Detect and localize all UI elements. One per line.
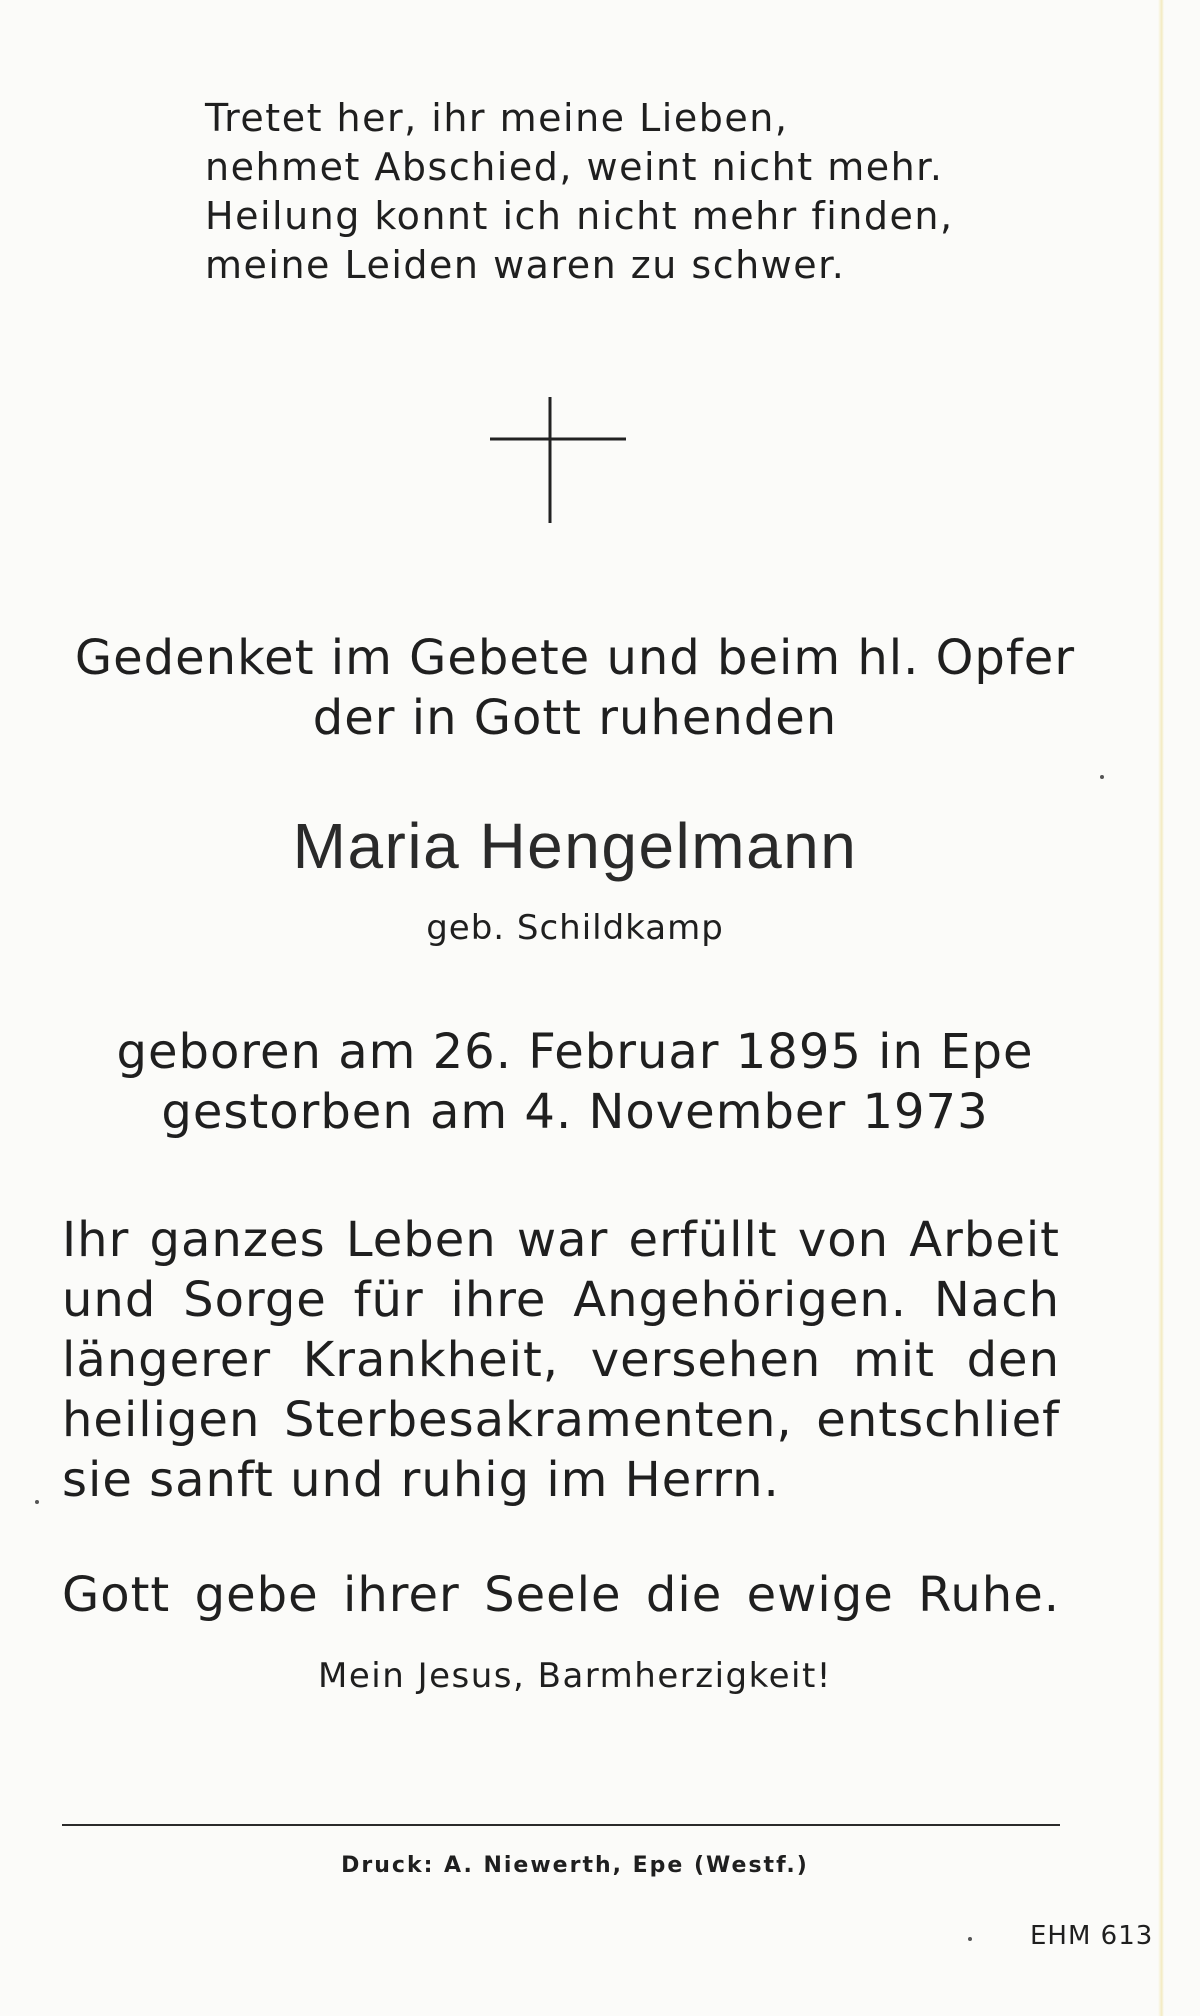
biography-line: und Sorge für ihre Angehörigen. Nach (62, 1272, 1060, 1328)
biography-line: sie sanft und ruhig im Herrn. (62, 1452, 780, 1508)
paper-speck (968, 1937, 972, 1941)
invocation: Mein Jesus, Barmherzigkeit! (318, 1656, 832, 1696)
card-fold-edge (1158, 0, 1164, 2016)
biography-line: längerer Krankheit, versehen mit den (62, 1332, 1060, 1388)
verse-line: Tretet her, ihr meine Lieben, (205, 96, 789, 140)
biography-paragraph (62, 1210, 1060, 1510)
divider-rule (62, 1824, 1060, 1826)
prayer-line: Gott gebe ihrer Seele die ewige Ruhe. (62, 1567, 1060, 1623)
opening-verse (205, 94, 965, 290)
deceased-name: Maria Hengelmann (292, 810, 858, 882)
intro-line: Gedenket im Gebete und beim hl. Opfer (74, 630, 1076, 686)
remembrance-intro (0, 628, 1150, 748)
archive-code: EHM 613 (1030, 1921, 1154, 1951)
paper-speck (35, 1500, 39, 1504)
paper-speck (1100, 775, 1104, 779)
verse-line: nehmet Abschied, weint nicht mehr. (205, 145, 944, 189)
death-date: gestorben am 4. November 1973 (161, 1084, 989, 1140)
maiden-name: geb. Schildkamp (426, 908, 724, 948)
birth-date: geboren am 26. Februar 1895 in Epe (116, 1024, 1034, 1080)
biography-line: heiligen Sterbesakramenten, entschlief (62, 1392, 1060, 1448)
intro-line: der in Gott ruhenden (312, 690, 838, 746)
verse-line: Heilung konnt ich nicht mehr finden, (205, 194, 954, 238)
biography-line: Ihr ganzes Leben war erfüllt von Arbeit (62, 1212, 1060, 1268)
life-dates (0, 1022, 1150, 1142)
verse-line: meine Leiden waren zu schwer. (205, 243, 846, 287)
cross-icon (488, 395, 628, 525)
printer-imprint: Druck: A. Niewerth, Epe (Westf.) (341, 1853, 809, 1878)
